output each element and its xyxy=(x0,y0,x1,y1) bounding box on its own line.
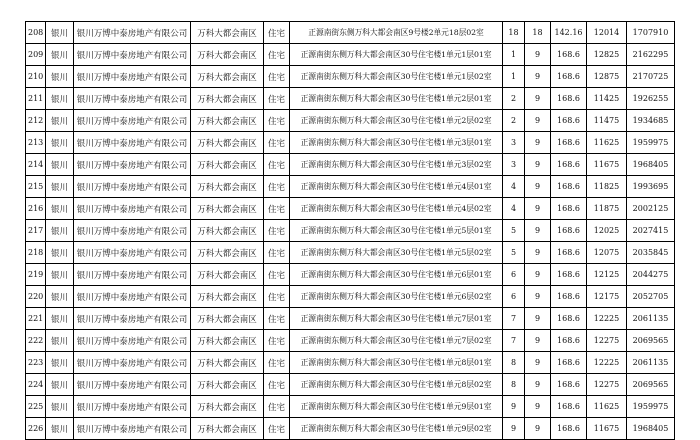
usage-type-cell: 住宅 xyxy=(264,308,290,330)
company-cell: 银川万博中泰房地产有限公司 xyxy=(74,88,191,110)
address-cell: 正源南街东侧万科大都会南区30号住宅楼1单元2层01室 xyxy=(290,88,503,110)
total-floors-cell: 9 xyxy=(525,286,551,308)
address-cell: 正源南街东侧万科大都会南区30号住宅楼1单元4层02室 xyxy=(290,198,503,220)
floor-cell: 18 xyxy=(503,22,525,44)
project-cell: 万科大都会南区 xyxy=(191,220,264,242)
area-cell: 168.6 xyxy=(551,132,587,154)
unit-price-cell: 12075 xyxy=(587,242,627,264)
city-cell: 银川 xyxy=(46,44,74,66)
row-number-cell: 220 xyxy=(26,286,46,308)
project-cell: 万科大都会南区 xyxy=(191,198,264,220)
table-row xyxy=(26,22,675,44)
total-floors-cell: 18 xyxy=(525,22,551,44)
floor-cell: 8 xyxy=(503,352,525,374)
area-cell: 168.6 xyxy=(551,66,587,88)
area-cell: 168.6 xyxy=(551,396,587,418)
city-cell: 银川 xyxy=(46,132,74,154)
table-row xyxy=(26,44,675,66)
project-cell: 万科大都会南区 xyxy=(191,110,264,132)
area-cell: 168.6 xyxy=(551,286,587,308)
usage-type-cell: 住宅 xyxy=(264,176,290,198)
total-price-cell: 2061135 xyxy=(627,308,675,330)
floor-cell: 4 xyxy=(503,198,525,220)
company-cell: 银川万博中泰房地产有限公司 xyxy=(74,396,191,418)
area-cell: 168.6 xyxy=(551,330,587,352)
floor-cell: 2 xyxy=(503,88,525,110)
company-cell: 银川万博中泰房地产有限公司 xyxy=(74,110,191,132)
city-cell: 银川 xyxy=(46,88,74,110)
row-number-cell: 224 xyxy=(26,374,46,396)
city-cell: 银川 xyxy=(46,264,74,286)
company-cell: 银川万博中泰房地产有限公司 xyxy=(74,22,191,44)
total-floors-cell: 9 xyxy=(525,264,551,286)
total-price-cell: 1993695 xyxy=(627,176,675,198)
table-row xyxy=(26,396,675,418)
city-cell: 银川 xyxy=(46,220,74,242)
floor-cell: 5 xyxy=(503,242,525,264)
city-cell: 银川 xyxy=(46,286,74,308)
floor-cell: 1 xyxy=(503,66,525,88)
table-row xyxy=(26,154,675,176)
total-floors-cell: 9 xyxy=(525,176,551,198)
total-price-cell: 2069565 xyxy=(627,374,675,396)
usage-type-cell: 住宅 xyxy=(264,264,290,286)
table-row xyxy=(26,220,675,242)
total-price-cell: 1707910 xyxy=(627,22,675,44)
floor-cell: 7 xyxy=(503,308,525,330)
total-price-cell: 2061135 xyxy=(627,352,675,374)
company-cell: 银川万博中泰房地产有限公司 xyxy=(74,66,191,88)
row-number-cell: 214 xyxy=(26,154,46,176)
usage-type-cell: 住宅 xyxy=(264,220,290,242)
total-floors-cell: 9 xyxy=(525,418,551,440)
project-cell: 万科大都会南区 xyxy=(191,352,264,374)
usage-type-cell: 住宅 xyxy=(264,44,290,66)
floor-cell: 9 xyxy=(503,418,525,440)
floor-cell: 7 xyxy=(503,330,525,352)
total-price-cell: 2162295 xyxy=(627,44,675,66)
total-floors-cell: 9 xyxy=(525,242,551,264)
city-cell: 银川 xyxy=(46,308,74,330)
total-price-cell: 1968405 xyxy=(627,154,675,176)
city-cell: 银川 xyxy=(46,110,74,132)
total-floors-cell: 9 xyxy=(525,220,551,242)
city-cell: 银川 xyxy=(46,242,74,264)
row-number-cell: 223 xyxy=(26,352,46,374)
project-cell: 万科大都会南区 xyxy=(191,264,264,286)
city-cell: 银川 xyxy=(46,154,74,176)
table-row xyxy=(26,176,675,198)
total-price-cell: 1968405 xyxy=(627,418,675,440)
total-price-cell: 2027415 xyxy=(627,220,675,242)
unit-price-cell: 12025 xyxy=(587,220,627,242)
company-cell: 银川万博中泰房地产有限公司 xyxy=(74,308,191,330)
usage-type-cell: 住宅 xyxy=(264,66,290,88)
city-cell: 银川 xyxy=(46,396,74,418)
row-number-cell: 225 xyxy=(26,396,46,418)
area-cell: 168.6 xyxy=(551,110,587,132)
total-floors-cell: 9 xyxy=(525,308,551,330)
usage-type-cell: 住宅 xyxy=(264,374,290,396)
table-row xyxy=(26,352,675,374)
project-cell: 万科大都会南区 xyxy=(191,176,264,198)
total-floors-cell: 9 xyxy=(525,374,551,396)
area-cell: 168.6 xyxy=(551,352,587,374)
usage-type-cell: 住宅 xyxy=(264,154,290,176)
area-cell: 142.16 xyxy=(551,22,587,44)
city-cell: 银川 xyxy=(46,66,74,88)
company-cell: 银川万博中泰房地产有限公司 xyxy=(74,154,191,176)
address-cell: 正源南街东侧万科大都会南区30号住宅楼1单元2层02室 xyxy=(290,110,503,132)
usage-type-cell: 住宅 xyxy=(264,242,290,264)
total-floors-cell: 9 xyxy=(525,132,551,154)
address-cell: 正源南街东侧万科大都会南区30号住宅楼1单元9层02室 xyxy=(290,418,503,440)
unit-price-cell: 12825 xyxy=(587,44,627,66)
unit-price-cell: 11875 xyxy=(587,198,627,220)
address-cell: 正源南街东侧万科大都会南区30号住宅楼1单元5层01室 xyxy=(290,220,503,242)
address-cell: 正源南街东侧万科大都会南区30号住宅楼1单元9层01室 xyxy=(290,396,503,418)
city-cell: 银川 xyxy=(46,418,74,440)
company-cell: 银川万博中泰房地产有限公司 xyxy=(74,44,191,66)
company-cell: 银川万博中泰房地产有限公司 xyxy=(74,352,191,374)
total-price-cell: 2069565 xyxy=(627,330,675,352)
unit-price-cell: 11625 xyxy=(587,132,627,154)
usage-type-cell: 住宅 xyxy=(264,132,290,154)
project-cell: 万科大都会南区 xyxy=(191,66,264,88)
company-cell: 银川万博中泰房地产有限公司 xyxy=(74,220,191,242)
total-price-cell: 1959975 xyxy=(627,396,675,418)
floor-cell: 6 xyxy=(503,264,525,286)
total-price-cell: 2052705 xyxy=(627,286,675,308)
row-number-cell: 215 xyxy=(26,176,46,198)
row-number-cell: 209 xyxy=(26,44,46,66)
unit-price-cell: 11675 xyxy=(587,418,627,440)
floor-cell: 2 xyxy=(503,110,525,132)
project-cell: 万科大都会南区 xyxy=(191,396,264,418)
address-cell: 正源南街东侧万科大都会南区30号住宅楼1单元1层01室 xyxy=(290,44,503,66)
row-number-cell: 221 xyxy=(26,308,46,330)
table-body xyxy=(26,22,675,440)
project-cell: 万科大都会南区 xyxy=(191,242,264,264)
address-cell: 正源南街东侧万科大都会南区30号住宅楼1单元3层01室 xyxy=(290,132,503,154)
usage-type-cell: 住宅 xyxy=(264,22,290,44)
unit-price-cell: 12275 xyxy=(587,374,627,396)
row-number-cell: 211 xyxy=(26,88,46,110)
total-price-cell: 2002125 xyxy=(627,198,675,220)
city-cell: 银川 xyxy=(46,198,74,220)
usage-type-cell: 住宅 xyxy=(264,198,290,220)
total-floors-cell: 9 xyxy=(525,352,551,374)
city-cell: 银川 xyxy=(46,330,74,352)
project-cell: 万科大都会南区 xyxy=(191,330,264,352)
company-cell: 银川万博中泰房地产有限公司 xyxy=(74,374,191,396)
usage-type-cell: 住宅 xyxy=(264,352,290,374)
unit-price-cell: 12125 xyxy=(587,264,627,286)
company-cell: 银川万博中泰房地产有限公司 xyxy=(74,418,191,440)
project-cell: 万科大都会南区 xyxy=(191,374,264,396)
project-cell: 万科大都会南区 xyxy=(191,286,264,308)
project-cell: 万科大都会南区 xyxy=(191,44,264,66)
row-number-cell: 213 xyxy=(26,132,46,154)
total-price-cell: 2044275 xyxy=(627,264,675,286)
floor-cell: 5 xyxy=(503,220,525,242)
table-row xyxy=(26,132,675,154)
total-price-cell: 1934685 xyxy=(627,110,675,132)
row-number-cell: 212 xyxy=(26,110,46,132)
area-cell: 168.6 xyxy=(551,154,587,176)
area-cell: 168.6 xyxy=(551,264,587,286)
total-price-cell: 1959975 xyxy=(627,132,675,154)
usage-type-cell: 住宅 xyxy=(264,286,290,308)
total-floors-cell: 9 xyxy=(525,330,551,352)
unit-price-cell: 12014 xyxy=(587,22,627,44)
project-cell: 万科大都会南区 xyxy=(191,418,264,440)
floor-cell: 9 xyxy=(503,396,525,418)
usage-type-cell: 住宅 xyxy=(264,88,290,110)
total-price-cell: 2035845 xyxy=(627,242,675,264)
row-number-cell: 226 xyxy=(26,418,46,440)
company-cell: 银川万博中泰房地产有限公司 xyxy=(74,176,191,198)
table-row xyxy=(26,286,675,308)
total-floors-cell: 9 xyxy=(525,66,551,88)
unit-price-cell: 11475 xyxy=(587,110,627,132)
unit-price-cell: 12275 xyxy=(587,330,627,352)
address-cell: 正源南街东侧万科大都会南区30号住宅楼1单元4层01室 xyxy=(290,176,503,198)
unit-price-cell: 11825 xyxy=(587,176,627,198)
area-cell: 168.6 xyxy=(551,308,587,330)
table-row xyxy=(26,88,675,110)
floor-cell: 3 xyxy=(503,132,525,154)
project-cell: 万科大都会南区 xyxy=(191,88,264,110)
city-cell: 银川 xyxy=(46,22,74,44)
address-cell: 正源南街东侧万科大都会南区30号住宅楼1单元7层01室 xyxy=(290,308,503,330)
table-row xyxy=(26,374,675,396)
address-cell: 正源南街东侧万科大都会南区30号住宅楼1单元8层01室 xyxy=(290,352,503,374)
area-cell: 168.6 xyxy=(551,220,587,242)
table-row xyxy=(26,66,675,88)
area-cell: 168.6 xyxy=(551,88,587,110)
company-cell: 银川万博中泰房地产有限公司 xyxy=(74,264,191,286)
table-row xyxy=(26,264,675,286)
price-list-sheet xyxy=(25,21,674,440)
usage-type-cell: 住宅 xyxy=(264,330,290,352)
unit-price-cell: 12225 xyxy=(587,352,627,374)
city-cell: 银川 xyxy=(46,352,74,374)
row-number-cell: 210 xyxy=(26,66,46,88)
area-cell: 168.6 xyxy=(551,176,587,198)
address-cell: 正源南街东侧万科大都会南区30号住宅楼1单元6层02室 xyxy=(290,286,503,308)
address-cell: 正源南街东侧万科大都会南区30号住宅楼1单元7层02室 xyxy=(290,330,503,352)
total-floors-cell: 9 xyxy=(525,44,551,66)
company-cell: 银川万博中泰房地产有限公司 xyxy=(74,132,191,154)
unit-price-cell: 12225 xyxy=(587,308,627,330)
unit-price-cell: 11625 xyxy=(587,396,627,418)
table-row xyxy=(26,308,675,330)
usage-type-cell: 住宅 xyxy=(264,418,290,440)
city-cell: 银川 xyxy=(46,176,74,198)
total-floors-cell: 9 xyxy=(525,154,551,176)
row-number-cell: 222 xyxy=(26,330,46,352)
total-floors-cell: 9 xyxy=(525,198,551,220)
company-cell: 银川万博中泰房地产有限公司 xyxy=(74,242,191,264)
table-row xyxy=(26,198,675,220)
company-cell: 银川万博中泰房地产有限公司 xyxy=(74,286,191,308)
table-row xyxy=(26,330,675,352)
city-cell: 银川 xyxy=(46,374,74,396)
floor-cell: 4 xyxy=(503,176,525,198)
table-row xyxy=(26,110,675,132)
total-floors-cell: 9 xyxy=(525,110,551,132)
row-number-cell: 208 xyxy=(26,22,46,44)
company-cell: 银川万博中泰房地产有限公司 xyxy=(74,330,191,352)
row-number-cell: 216 xyxy=(26,198,46,220)
price-table xyxy=(25,21,675,440)
row-number-cell: 218 xyxy=(26,242,46,264)
area-cell: 168.6 xyxy=(551,44,587,66)
area-cell: 168.6 xyxy=(551,418,587,440)
area-cell: 168.6 xyxy=(551,198,587,220)
row-number-cell: 217 xyxy=(26,220,46,242)
address-cell: 正源南街东侧万科大都会南区30号住宅楼1单元3层02室 xyxy=(290,154,503,176)
address-cell: 正源南街东侧万科大都会南区9号楼2单元18层02室 xyxy=(290,22,503,44)
total-floors-cell: 9 xyxy=(525,396,551,418)
company-cell: 银川万博中泰房地产有限公司 xyxy=(74,198,191,220)
project-cell: 万科大都会南区 xyxy=(191,22,264,44)
table-row xyxy=(26,242,675,264)
address-cell: 正源南街东侧万科大都会南区30号住宅楼1单元5层02室 xyxy=(290,242,503,264)
floor-cell: 6 xyxy=(503,286,525,308)
unit-price-cell: 12875 xyxy=(587,66,627,88)
floor-cell: 3 xyxy=(503,154,525,176)
project-cell: 万科大都会南区 xyxy=(191,154,264,176)
unit-price-cell: 11425 xyxy=(587,88,627,110)
address-cell: 正源南街东侧万科大都会南区30号住宅楼1单元8层02室 xyxy=(290,374,503,396)
address-cell: 正源南街东侧万科大都会南区30号住宅楼1单元1层02室 xyxy=(290,66,503,88)
unit-price-cell: 11675 xyxy=(587,154,627,176)
address-cell: 正源南街东侧万科大都会南区30号住宅楼1单元6层01室 xyxy=(290,264,503,286)
area-cell: 168.6 xyxy=(551,242,587,264)
unit-price-cell: 12175 xyxy=(587,286,627,308)
usage-type-cell: 住宅 xyxy=(264,110,290,132)
total-floors-cell: 9 xyxy=(525,88,551,110)
project-cell: 万科大都会南区 xyxy=(191,132,264,154)
total-price-cell: 2170725 xyxy=(627,66,675,88)
row-number-cell: 219 xyxy=(26,264,46,286)
usage-type-cell: 住宅 xyxy=(264,396,290,418)
area-cell: 168.6 xyxy=(551,374,587,396)
floor-cell: 8 xyxy=(503,374,525,396)
total-price-cell: 1926255 xyxy=(627,88,675,110)
project-cell: 万科大都会南区 xyxy=(191,308,264,330)
floor-cell: 1 xyxy=(503,44,525,66)
